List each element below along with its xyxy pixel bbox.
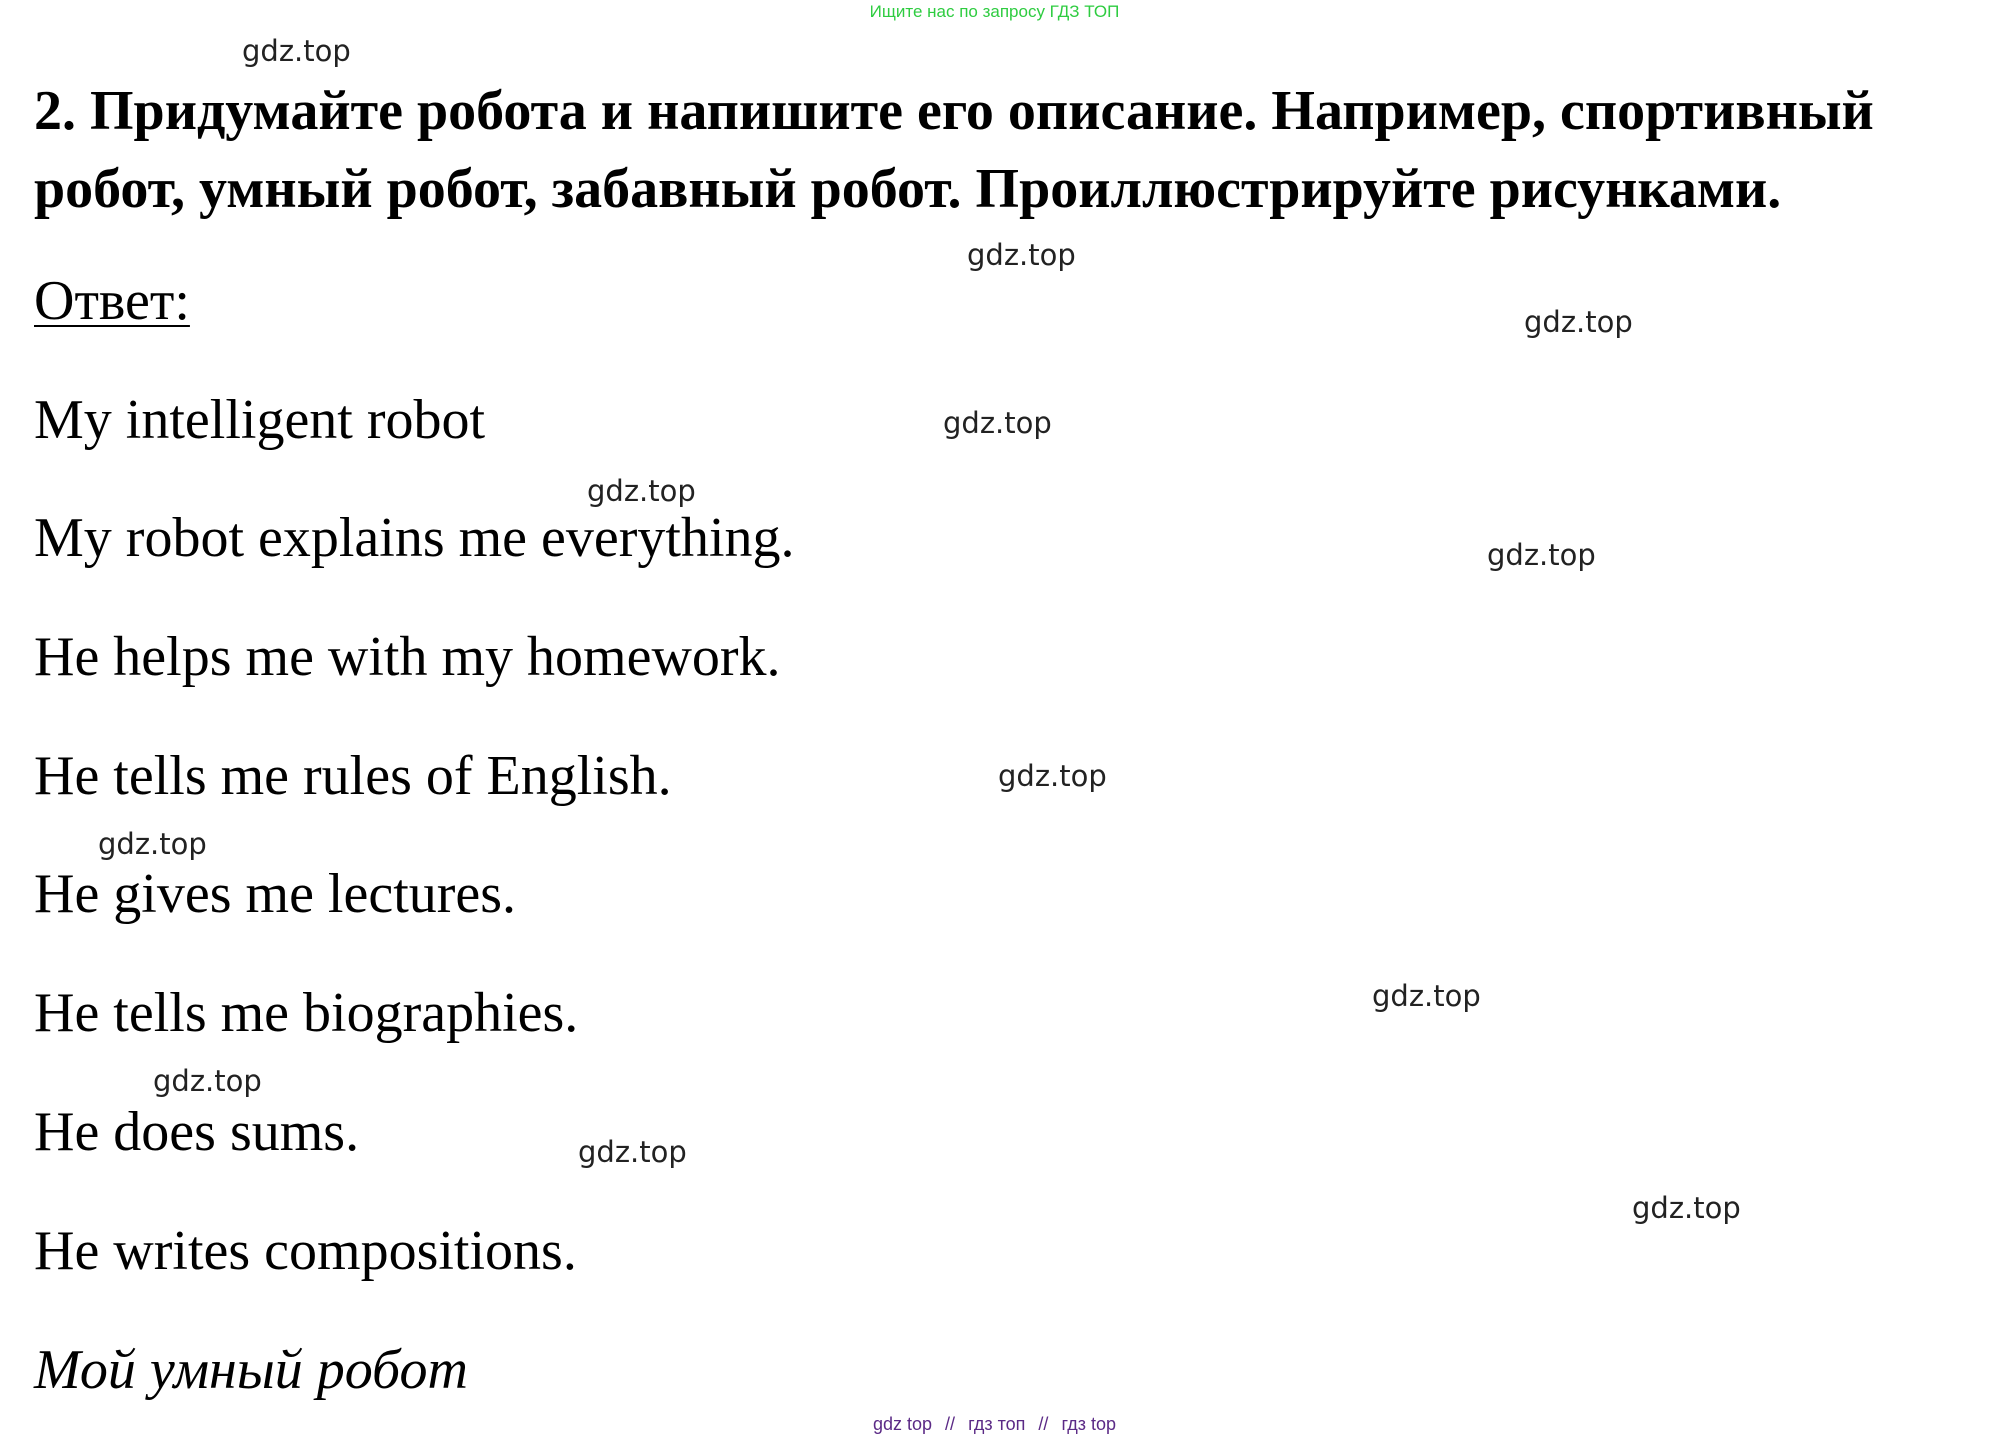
watermark: gdz.top	[1372, 979, 1481, 1013]
watermark: gdz.top	[587, 474, 696, 508]
footer-part-2: гдз топ	[968, 1414, 1026, 1434]
answer-label: Ответ:	[34, 270, 190, 332]
task-line-1: 2. Придумайте робота и напишите его описание. Например, спортивный	[34, 80, 1874, 142]
watermark: gdz.top	[1524, 305, 1633, 339]
watermark: gdz.top	[153, 1064, 262, 1098]
answer-line-2: My robot explains me everything.	[34, 507, 795, 569]
watermark: gdz.top	[98, 827, 207, 861]
watermark: gdz.top	[578, 1135, 687, 1169]
footer-separator: //	[1038, 1414, 1049, 1434]
watermark: gdz.top	[998, 759, 1107, 793]
footer-separator: //	[945, 1414, 956, 1434]
task-line-2: робот, умный робот, забавный робот. Проиллюстрируйте рисунками.	[34, 158, 1782, 220]
translation-title: Мой умный робот	[34, 1339, 468, 1401]
top-banner: Ищите нас по запросу ГДЗ ТОП	[869, 2, 1120, 21]
answer-line-8: He writes compositions.	[34, 1220, 577, 1282]
answer-line-3: He helps me with my homework.	[34, 626, 781, 688]
watermark: gdz.top	[1632, 1191, 1741, 1225]
footer-part-3: гдз top	[1061, 1414, 1116, 1434]
answer-line-5: He gives me lectures.	[34, 863, 517, 925]
footer-part-1: gdz top	[872, 1414, 933, 1434]
watermark: gdz.top	[1487, 538, 1596, 572]
task-text	[34, 72, 1984, 228]
footer	[0, 1412, 1989, 1436]
answer-line-4: He tells me rules of English.	[34, 745, 672, 807]
watermark: gdz.top	[943, 406, 1052, 440]
answer-line-7: He does sums.	[34, 1101, 360, 1163]
watermark: gdz.top	[242, 34, 351, 68]
watermark: gdz.top	[967, 238, 1076, 272]
answer-line-1: My intelligent robot	[34, 389, 486, 451]
answer-line-6: He tells me biographies.	[34, 982, 579, 1044]
